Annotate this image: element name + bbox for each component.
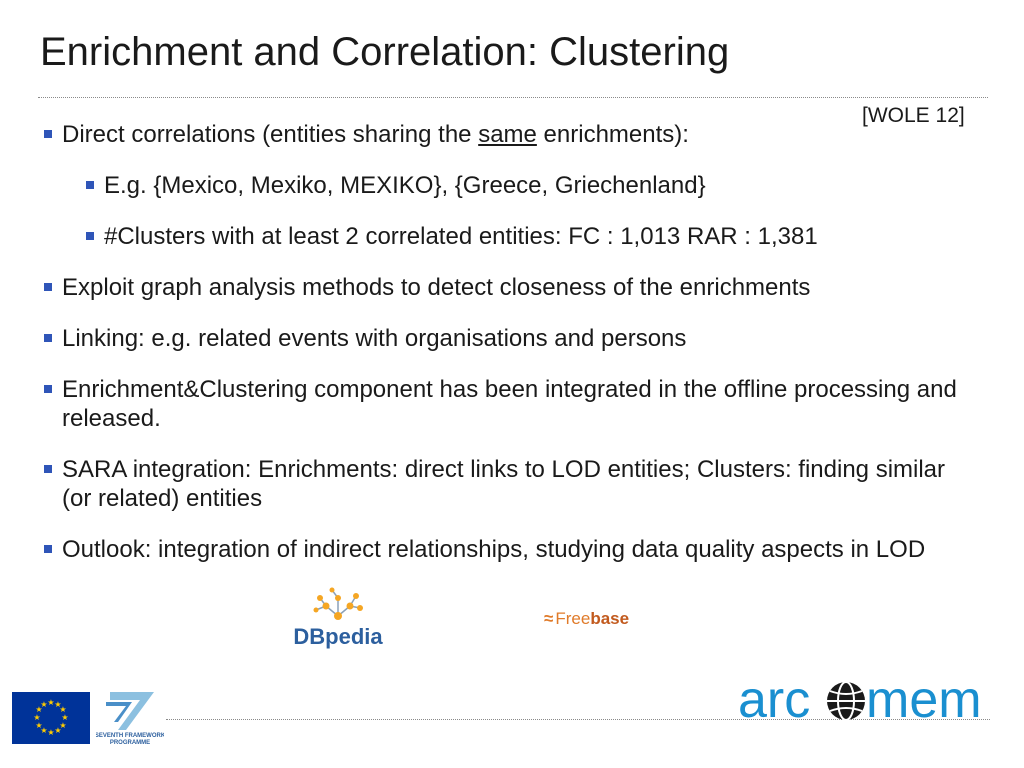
freebase-wordmark-base: base [590,609,630,628]
sub-bullet-example: E.g. {Mexico, Mexiko, MEXIKO}, {Greece, Griechenland} [84,171,962,200]
dbpedia-graph-icon [286,586,390,650]
slide-title: Enrichment and Correlation: Clustering [40,30,730,74]
svg-text:★: ★ [54,726,62,735]
bullet-linking: Linking: e.g. related events with organisations and persons [42,324,962,353]
bullet-marker [44,545,52,553]
svg-text:★: ★ [61,713,69,722]
bullet-marker [44,465,52,473]
bullet-marker [44,283,52,291]
svg-text:★: ★ [33,713,41,722]
bullet-outlook: Outlook: integration of indirect relationships, studying data quality aspects in LOD [42,535,962,564]
eu-flag-icon [12,692,90,744]
bullet-marker [44,130,52,138]
bullet-marker [86,232,94,240]
svg-text:★: ★ [54,700,62,709]
bullet-marker [86,181,94,189]
arcomem-wordmark-icon [738,667,996,731]
svg-text:★: ★ [47,698,55,707]
fp7-label-line2: PROGRAMME [109,740,151,746]
fp7-seven-icon [96,688,164,746]
eu-flag-logo [12,692,90,749]
bullet-component-release: Enrichment&Clustering component has been integrated in the offline processing and released. [42,375,962,433]
svg-text:★: ★ [40,700,48,709]
svg-text:★: ★ [40,726,48,735]
freebase-logo [544,609,629,629]
freebase-mark-icon: ≈ [544,609,554,628]
dbpedia-wordmark: DBpedia [293,624,383,649]
svg-text:★: ★ [35,721,43,730]
svg-text:★: ★ [59,721,67,730]
fp7-logo [96,688,164,751]
arcomem-text-mem: mem [866,671,982,729]
bullet-graph-analysis: Exploit graph analysis methods to detect closeness of the enrichments [42,273,962,302]
bullet-marker [44,334,52,342]
fp7-label-line1: SEVENTH FRAMEWORK [96,733,164,739]
arcomem-globe-icon [827,682,865,720]
bullet-direct-correlations: Direct correlations (entities sharing the same enrichments): [42,120,962,149]
svg-text:★: ★ [59,705,67,714]
svg-text:★: ★ [47,728,55,737]
arcomem-logo [738,667,996,736]
freebase-wordmark-free: Free [555,609,591,628]
sub-bullet-cluster-count: #Clusters with at least 2 correlated entities: FC : 1,013 RAR : 1,381 [84,222,962,251]
bullet-marker [44,385,52,393]
svg-text:★: ★ [35,705,43,714]
arcomem-text-arc: arc [738,671,811,729]
underlined-word: same [478,121,537,148]
bullet-list [42,120,962,586]
bullet-sara-integration: SARA integration: Enrichments: direct links to LOD entities; Clusters: finding similar (or related) entities [42,455,962,513]
dbpedia-logo [286,586,390,655]
title-divider [38,97,988,98]
citation-reference: [WOLE 12] [862,104,965,127]
